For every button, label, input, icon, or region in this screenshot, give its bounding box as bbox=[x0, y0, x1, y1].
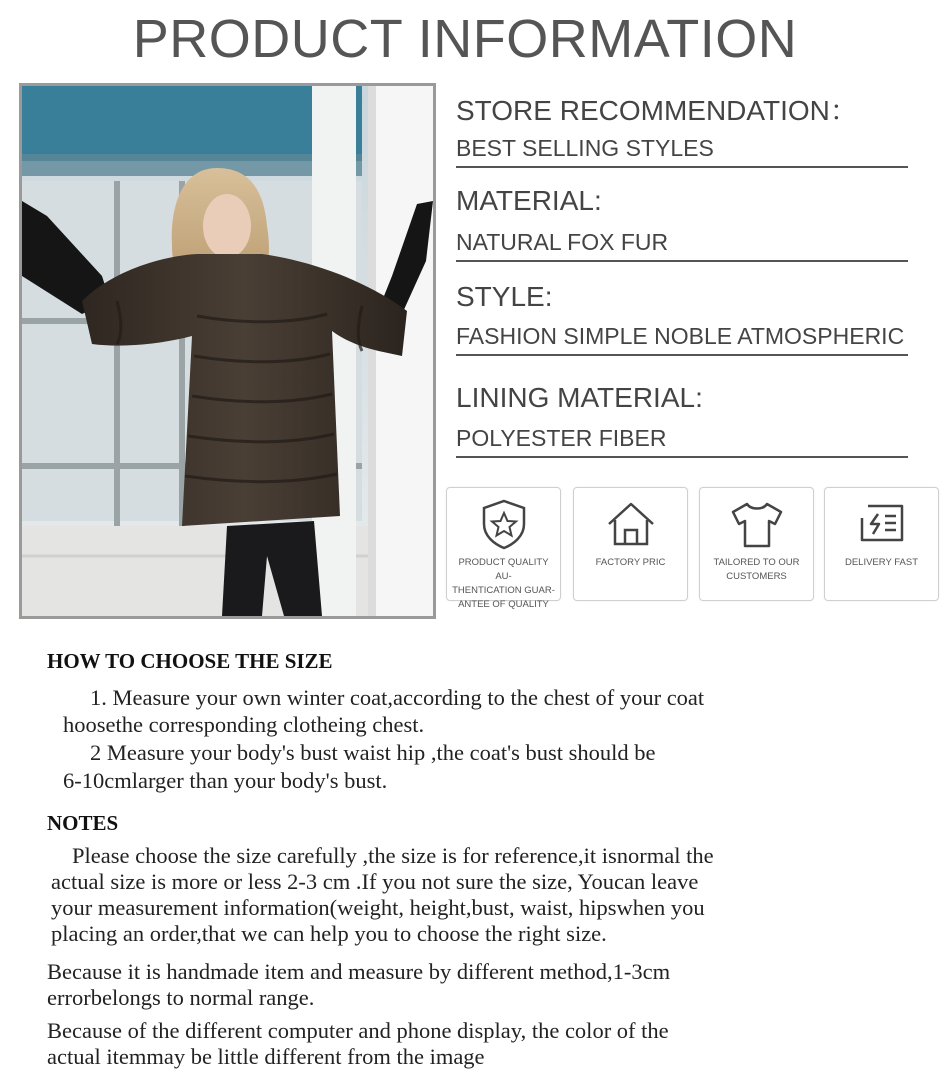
feature-caption-delivery: DELIVERY FAST bbox=[844, 557, 919, 568]
feature-card-tailored: TAILORED TO OUR CUSTOMERS bbox=[699, 487, 814, 601]
product-photo bbox=[19, 83, 436, 619]
size-guide-line-2: hoosethe corresponding clotheing chest. bbox=[63, 712, 425, 737]
style-value: FASHION SIMPLE NOBLE ATMOSPHERIC bbox=[456, 323, 908, 356]
feature-card-quality: PRODUCT QUALITY AU- THENTICATION GUAR- ANTEE OF QUALITY bbox=[446, 487, 561, 601]
feature-caption-factory: FACTORY PRIC bbox=[595, 557, 666, 568]
material-value: NATURAL FOX FUR bbox=[456, 229, 908, 262]
lining-material-value: POLYESTER FIBER bbox=[456, 425, 908, 458]
size-guide-line-1: 1. Measure your own winter coat,according to the chest of your coat bbox=[90, 685, 705, 710]
feature-card-factory bbox=[573, 487, 688, 601]
notes-heading: NOTES bbox=[47, 811, 119, 835]
store-recommendation-value: BEST SELLING STYLES bbox=[456, 135, 908, 168]
notes-para2-line-2: errorbelongs to normal range. bbox=[47, 985, 315, 1010]
page-title: PRODUCT INFORMATION bbox=[132, 9, 798, 69]
size-guide-heading: HOW TO CHOOSE THE SIZE bbox=[47, 649, 333, 673]
notes-para3-line-1: Because of the different computer and phone display, the color of the bbox=[47, 1018, 669, 1043]
material-label: MATERIAL: bbox=[456, 185, 602, 216]
notes-para3-line-2: actual itemmay be little different from the image bbox=[47, 1044, 485, 1069]
store-recommendation-label: STORE RECOMMENDATION： bbox=[456, 95, 858, 126]
notes-para1-line-1: Please choose the size carefully ,the size is for reference,it isnormal the bbox=[72, 843, 714, 868]
size-guide-line-4: 6-10cmlarger than your body's bust. bbox=[63, 768, 388, 793]
size-guide-line-3: 2 Measure your body's bust waist hip ,the coat's bust should be bbox=[90, 740, 656, 765]
lining-material-label: LINING MATERIAL: bbox=[456, 382, 703, 413]
shield-star-icon bbox=[447, 496, 560, 557]
style-label: STYLE: bbox=[456, 281, 553, 312]
notes-para1-line-2: actual size is more or less 2-3 cm .If you not sure the size, Youcan leave bbox=[51, 869, 699, 894]
notes-para2-line-1: Because it is handmade item and measure by different method,1-3cm bbox=[47, 959, 671, 984]
feature-card-delivery bbox=[824, 487, 939, 601]
notes-para1-line-4: placing an order,that we can help you to choose the right size. bbox=[51, 921, 607, 946]
delivery-icon bbox=[825, 496, 938, 557]
house-icon bbox=[574, 496, 687, 557]
notes-para1-line-3: your measurement information(weight, height,bust, waist, hipswhen you bbox=[51, 895, 705, 920]
tshirt-icon bbox=[700, 496, 813, 557]
